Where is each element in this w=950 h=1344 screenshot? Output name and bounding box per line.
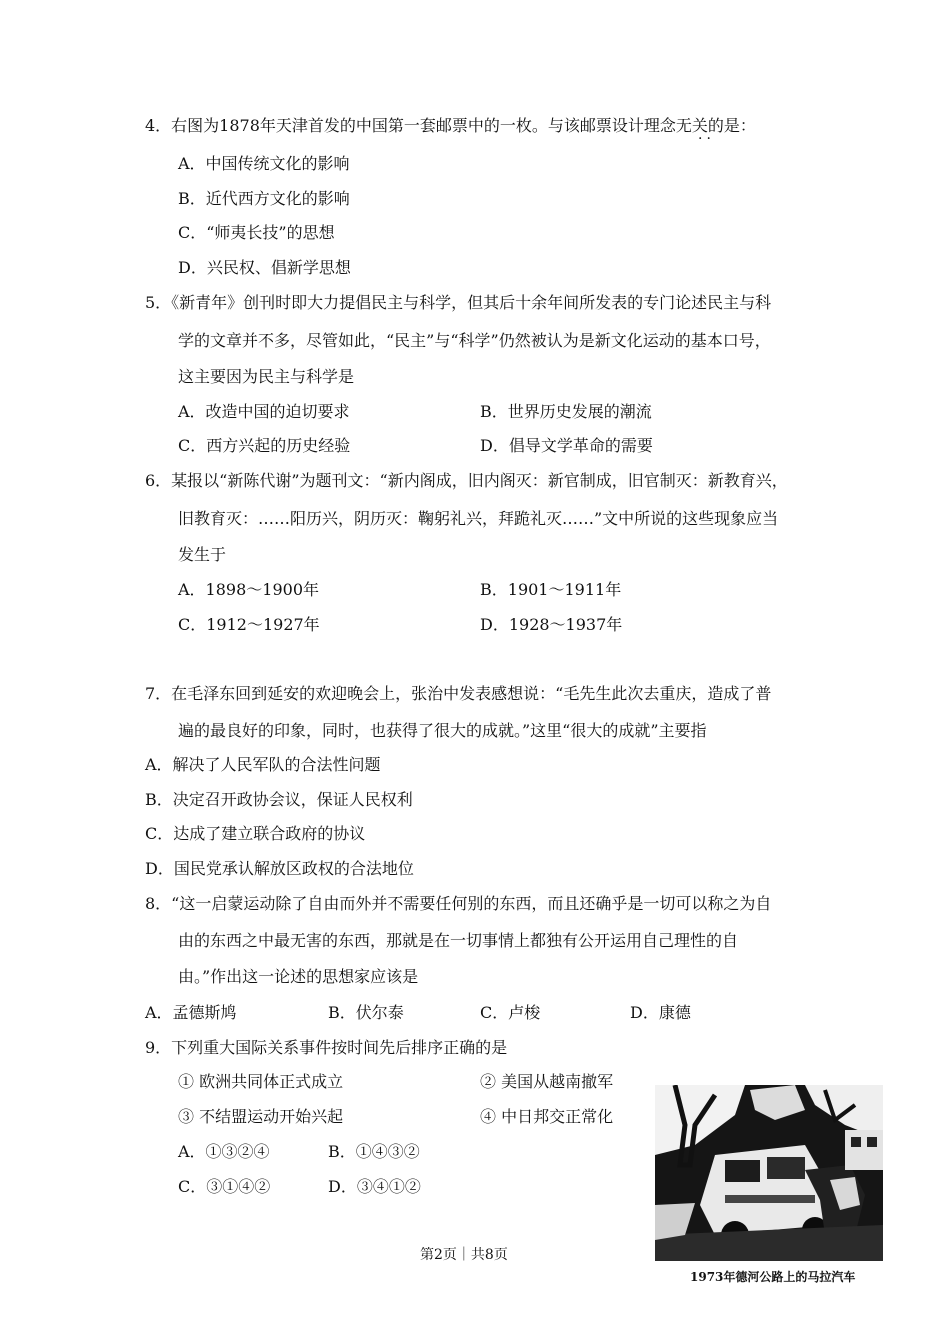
q6-stem-line-3: 发生于 <box>178 545 227 564</box>
q9-event-2: ② 美国从越南撤军 <box>480 1072 614 1091</box>
q8-stem-line-2: 由的东西之中最无害的东西，那就是在一切事情上都独有公开运用自己理性的自 <box>178 931 739 950</box>
q6-option-c: C．1912～1927年 <box>178 615 320 634</box>
q7-option-a: A．解决了人民军队的合法性问题 <box>145 755 381 774</box>
q5-stem-line-2: 学的文章并不多，尽管如此，“民主”与“科学”仍然被认为是新文化运动的基本口号， <box>178 331 771 350</box>
q5-stem-line-1: 5．《新青年》创刊时即大力提倡民主与科学，但其后十余年间所发表的专门论述民主与科 <box>145 293 772 312</box>
q4-option-b: B．近代西方文化的影响 <box>178 189 350 208</box>
q9-option-d: D．③④①② <box>328 1177 421 1196</box>
q5-option-b: B．世界历史发展的潮流 <box>480 402 652 421</box>
q9-event-3: ③ 不结盟运动开始兴起 <box>178 1107 344 1126</box>
q9-stem: 9．下列重大国际关系事件按时间先后排序正确的是 <box>145 1038 508 1057</box>
photo-image <box>655 1085 883 1261</box>
q6-stem-line-2: 旧教育灭：……阳历兴，阴历灭：鞠躬礼兴，拜跪礼灭……”文中所说的这些现象应当 <box>178 509 779 528</box>
q4-option-c: C．“师夷长技”的思想 <box>178 223 335 242</box>
q9-option-b: B．①④③② <box>328 1142 420 1161</box>
photo-caption: 1973年德河公路上的马拉汽车 <box>690 1270 856 1284</box>
q7-stem-line-2: 遍的最良好的印象，同时，也获得了很大的成就。”这里“很大的成就”主要指 <box>178 721 707 740</box>
q4-stem: 4．右图为1878年天津首发的中国第一套邮票中的一枚。与该邮票设计理念无关的是： <box>145 116 756 135</box>
q8-stem-line-1: 8．“这一启蒙运动除了自由而外并不需要任何别的东西，而且还确乎是一切可以称之为自 <box>145 894 772 913</box>
q8-option-d: D．康德 <box>630 1003 691 1022</box>
q7-option-b: B．决定召开政协会议，保证人民权利 <box>145 790 413 809</box>
q6-option-b: B．1901～1911年 <box>480 580 622 599</box>
q9-option-a: A．①③②④ <box>178 1142 270 1161</box>
q7-option-d: D．国民党承认解放区政权的合法地位 <box>145 859 414 878</box>
q4-option-d: D．兴民权、倡新学思想 <box>178 258 351 277</box>
q9-option-c: C．③①④② <box>178 1177 271 1196</box>
q7-stem-line-1: 7．在毛泽东回到延安的欢迎晚会上，张治中发表感想说：“毛先生此次去重庆，造成了普 <box>145 684 772 703</box>
q5-option-d: D．倡导文学革命的需要 <box>480 436 653 455</box>
historical-photo <box>655 1085 883 1261</box>
q9-event-4: ④ 中日邦交正常化 <box>480 1107 614 1126</box>
q8-option-a: A．孟德斯鸠 <box>145 1003 237 1022</box>
q4-emphasis-dots: ·· <box>698 131 715 147</box>
q6-option-a: A．1898～1900年 <box>178 580 319 599</box>
q6-stem-line-1: 6．某报以“新陈代谢”为题刊文：“新内阁成，旧内阁灭：新官制成，旧官制灭：新教育兴， <box>145 471 788 490</box>
page-footer: 第2页｜共8页 <box>420 1247 508 1263</box>
q7-option-c: C．达成了建立联合政府的协议 <box>145 824 366 843</box>
q5-option-a: A．改造中国的迫切要求 <box>178 402 350 421</box>
q5-stem-line-3: 这主要因为民主与科学是 <box>178 367 355 386</box>
q4-option-a: A．中国传统文化的影响 <box>178 154 350 173</box>
q8-stem-line-3: 由。”作出这一论述的思想家应该是 <box>178 967 419 986</box>
q6-option-d: D．1928～1937年 <box>480 615 623 634</box>
q8-option-b: B．伏尔泰 <box>328 1003 404 1022</box>
q9-event-1: ① 欧洲共同体正式成立 <box>178 1072 344 1091</box>
q8-option-c: C．卢梭 <box>480 1003 541 1022</box>
q5-option-c: C．西方兴起的历史经验 <box>178 436 351 455</box>
